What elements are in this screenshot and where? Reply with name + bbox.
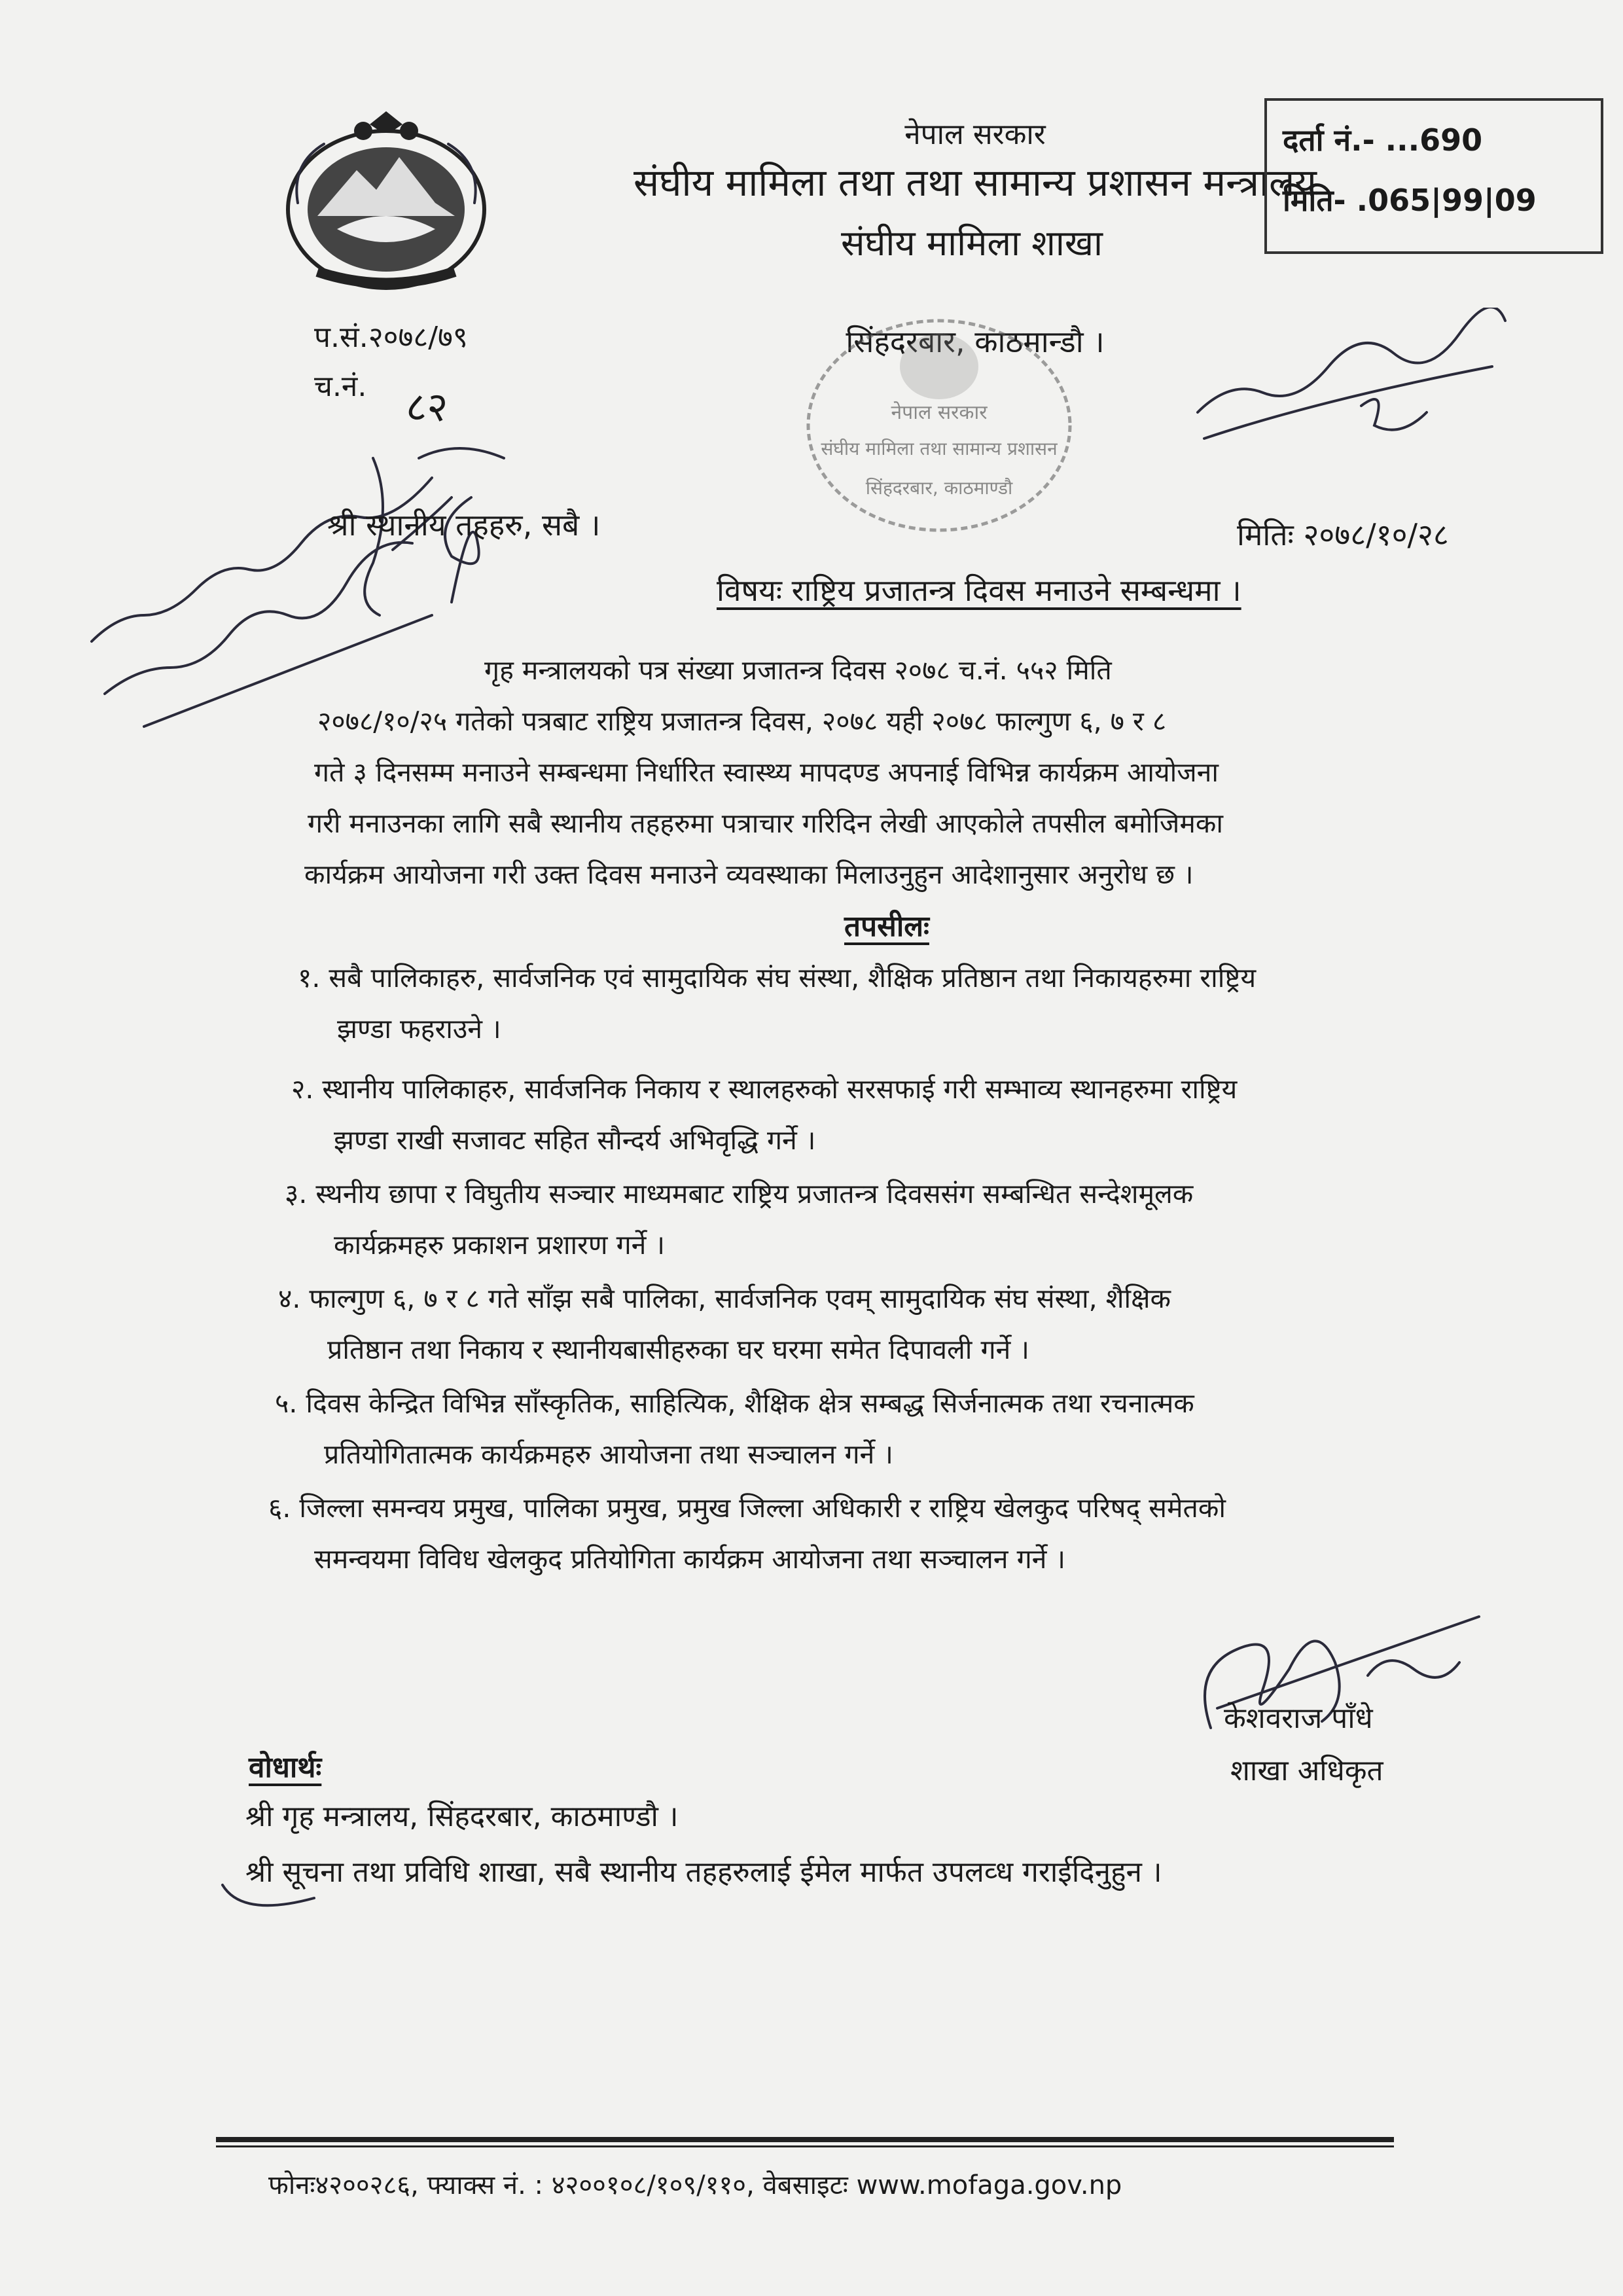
body-line: गरी मनाउनका लागि सबै स्थानीय तहहरुमा पत्राचार गरिदिन लेखी आएकोले तपसील बमोजिमका bbox=[308, 808, 1223, 839]
list-item: ३. स्थनीय छापा र विघुतीय सञ्चार माध्यमबाट राष्ट्रिय प्रजातन्त्र दिवससंग सम्बन्धित सन्देशमूलक bbox=[285, 1178, 1194, 1210]
list-item-continuation: समन्वयमा विविध खेलकुद प्रतियोगिता कार्यक्रम आयोजना तथा सञ्चालन गर्ने । bbox=[314, 1543, 1065, 1575]
seal-middle: संघीय मामिला तथा सामान्य प्रशासन bbox=[821, 438, 1058, 459]
body-line: गते ३ दिनसम्म मनाउने सम्बन्धमा निर्धारित स्वास्थ्य मापदण्ड अपनाई विभिन्न कार्यक्रम आयोजना bbox=[314, 757, 1219, 788]
body-line: गृह मन्त्रालयको पत्र संख्या प्रजातन्त्र दिवस २०७८ च.नं. ५५२ मिति bbox=[484, 655, 1112, 686]
list-item-continuation: झण्डा राखी सजावट सहित सौन्दर्य अभिवृद्धि गर्ने । bbox=[334, 1124, 816, 1156]
list-item: १. सबै पालिकाहरु, सार्वजनिक एवं सामुदायिक संघ संस्था, शैक्षिक प्रतिष्ठान तथा निकायहरुमा राष्ट्रिय bbox=[298, 962, 1257, 994]
list-item: ४. फाल्गुण ६, ७ र ८ गते साँझ सबै पालिका, सार्वजनिक एवम् सामुदायिक संघ संस्था, शैक्षिक bbox=[278, 1283, 1171, 1314]
body-line: २०७८/१०/२५ गतेको पत्रबाट राष्ट्रिय प्रजातन्त्र दिवस, २०७८ यही २०७८ फाल्गुण ६, ७ र ८ bbox=[317, 706, 1167, 737]
office-seal bbox=[795, 308, 1083, 543]
list-item-continuation: प्रतिष्ठान तथा निकाय र स्थानीयबासीहरुका घर घरमा समेत दिपावली गर्ने । bbox=[327, 1334, 1029, 1365]
recipient: श्री स्थानीय तहहरु, सबै । bbox=[327, 507, 601, 543]
registration-date: मिति- .065|99|09 bbox=[1283, 183, 1537, 218]
body-line: कार्यक्रम आयोजना गरी उक्त दिवस मनाउने व्यवस्थाका मिलाउनुहुन आदेशानुसार अनुरोध छ । bbox=[304, 859, 1194, 890]
dispatch-label: च.नं. bbox=[314, 370, 367, 403]
footer-contact: फोनः४२००२८६, फ्याक्स नं. : ४२००१०८/१०९/११०, वेबसाइटः www.mofaga.gov.np bbox=[268, 2170, 1122, 2200]
seal-bottom: सिंहदरबार, काठमाण्डौ bbox=[865, 477, 1013, 499]
tapsil-heading: तपसीलः bbox=[844, 910, 929, 943]
footer-rule bbox=[216, 2137, 1394, 2142]
footer-rule bbox=[216, 2145, 1394, 2147]
list-item: ५. दिवस केन्द्रित विभिन्न साँस्कृतिक, साहित्यिक, शैक्षिक क्षेत्र सम्बद्ध सिर्जनात्मक तथा रचनात्मक bbox=[275, 1388, 1194, 1419]
list-item-continuation: कार्यक्रमहरु प्रकाशन प्रशारण गर्ने । bbox=[334, 1229, 665, 1261]
list-item-continuation: प्रतियोगितात्मक कार्यक्रमहरु आयोजना तथा सञ्चालन गर्ने । bbox=[324, 1439, 893, 1470]
office-address: सिंहदरबार, काठमान्डौ । bbox=[846, 324, 1105, 359]
letter-ref-number: प.सं.२०७८/७९ bbox=[314, 321, 468, 354]
list-item: ६. जिल्ला समन्वय प्रमुख, पालिका प्रमुख, प्रमुख जिल्ला अधिकारी र राष्ट्रिय खेलकुद परिषद् समेतको bbox=[268, 1492, 1226, 1524]
list-item-continuation: झण्डा फहराउने । bbox=[337, 1013, 501, 1045]
seal-top: नेपाल सरकार bbox=[891, 401, 988, 424]
cc-line: श्री गृह मन्त्रालय, सिंहदरबार, काठमाण्डौ । bbox=[245, 1800, 679, 1833]
handwritten-forward-note bbox=[1191, 308, 1518, 458]
cc-line: श्री सूचना तथा प्रविधि शाखा, सबै स्थानीय तहहरुलाई ईमेल मार्फत उपलव्ध गराईदिनुहुन । bbox=[245, 1856, 1162, 1889]
cc-heading: वोधार्थः bbox=[249, 1751, 322, 1784]
dispatch-number: ८२ bbox=[406, 383, 448, 431]
nepal-emblem-icon bbox=[278, 105, 494, 295]
registration-stamp bbox=[1264, 98, 1603, 254]
pen-mark bbox=[216, 1872, 321, 1924]
signatory-name: केशवराज पाँधे bbox=[1224, 1702, 1373, 1735]
subject-line: विषयः राष्ट्रिय प्रजातन्त्र दिवस मनाउने सम्बन्धमा । bbox=[717, 573, 1241, 608]
section-name: संघीय मामिला शाखा bbox=[840, 223, 1103, 264]
registration-number: दर्ता नं.- ...690 bbox=[1283, 122, 1483, 158]
government-name: नेपाल सरकार bbox=[904, 118, 1046, 151]
list-item: २. स्थानीय पालिकाहरु, सार्वजनिक निकाय र स्थालहरुको सरसफाई गरी सम्भाव्य स्थानहरुमा राष्ट्रिय bbox=[291, 1073, 1238, 1105]
letter-date: मितिः २०७८/१०/२८ bbox=[1237, 517, 1449, 552]
signatory-title: शाखा अधिकृत bbox=[1230, 1754, 1383, 1787]
ministry-name: संघीय मामिला तथा तथा सामान्य प्रशासन मन्त्रालय bbox=[633, 160, 1317, 205]
